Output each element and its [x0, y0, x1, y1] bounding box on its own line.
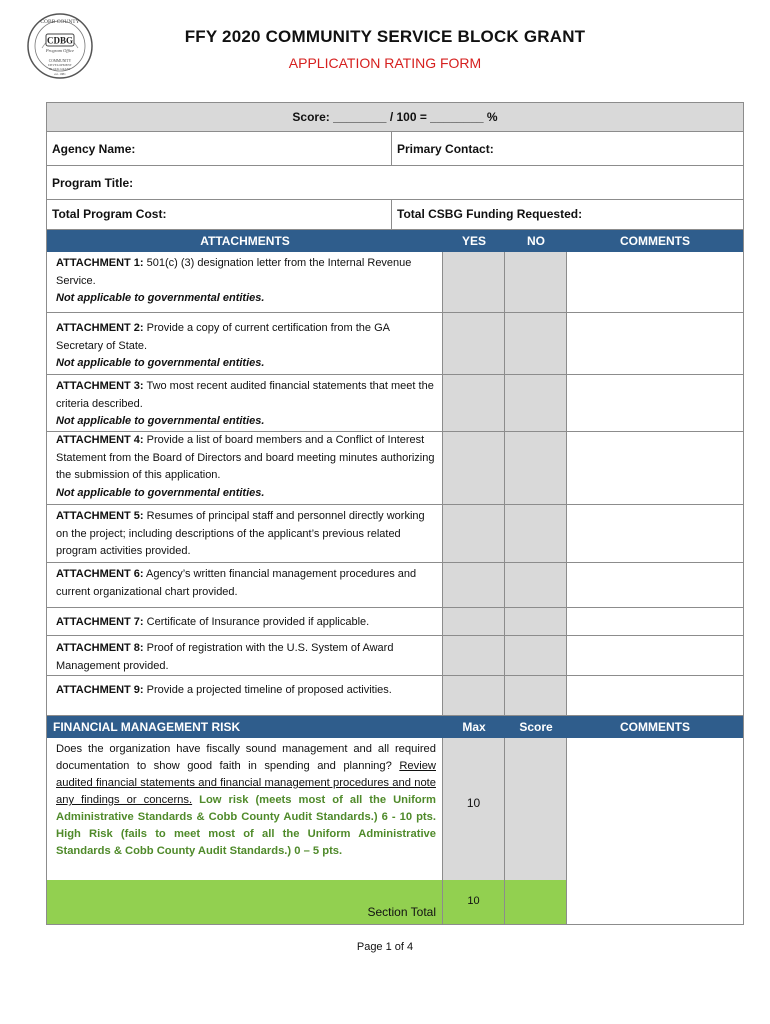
score-col-header: Score: [519, 720, 553, 734]
comments-col-header: COMMENTS: [620, 720, 690, 734]
financial-question: Does the organization have fiscally sound management and all required documentation to show good faith in spending and planning? Review audited financial statements and financial management procedures and note any findings or concerns. Low risk (meets most of all the Uniform Administrative Standards & Cobb County Audit Standards.) 6 - 10 pts. High Risk (fails to meet most of all the Uniform Administrative Standards & Cobb County Audit Standards.) 0 – 5 pts.: [47, 738, 443, 880]
comments-cell[interactable]: [567, 676, 743, 715]
section-total-score-cell[interactable]: [505, 880, 567, 924]
comments-cell[interactable]: [567, 608, 743, 635]
program-title-field[interactable]: Program Title:: [47, 166, 743, 200]
primary-contact-field[interactable]: Primary Contact:: [397, 142, 494, 156]
attachment-row: [47, 375, 743, 432]
page-title: FFY 2020 COMMUNITY SERVICE BLOCK GRANT: [184, 27, 586, 46]
svg-text:COMMUNITY: COMMUNITY: [48, 59, 72, 63]
financial-question-row: [47, 738, 743, 880]
yes-cell[interactable]: [443, 432, 505, 504]
no-cell[interactable]: [505, 432, 567, 504]
comments-cell[interactable]: [567, 880, 741, 924]
page-number: Page 1 of 4: [356, 941, 414, 953]
attachment-description: ATTACHMENT 3: Two most recent audited financial statements that meet the criteria described. Not applicable to governmental entities.: [47, 375, 443, 431]
comments-cell[interactable]: [567, 738, 741, 880]
agency-contact-row: [47, 132, 743, 166]
yes-cell[interactable]: [443, 636, 505, 675]
rating-form: [46, 102, 744, 925]
no-cell[interactable]: [505, 676, 567, 715]
no-cell[interactable]: [505, 505, 567, 562]
comments-cell[interactable]: [567, 252, 743, 312]
no-cell[interactable]: [505, 313, 567, 374]
attachment-row: [47, 676, 743, 716]
no-col-header: NO: [527, 234, 545, 248]
financial-risk-col-header: FINANCIAL MANAGEMENT RISK: [53, 720, 241, 734]
yes-col-header: YES: [461, 234, 486, 248]
comments-cell[interactable]: [567, 375, 743, 431]
yes-cell[interactable]: [443, 505, 505, 562]
no-cell[interactable]: [505, 608, 567, 635]
attachment-row: [47, 636, 743, 676]
attachment-description: ATTACHMENT 8: Proof of registration with the U.S. System of Award Management provided.: [47, 636, 443, 675]
score-cell[interactable]: [505, 738, 567, 880]
agency-name-field[interactable]: Agency Name:: [47, 132, 392, 165]
comments-cell[interactable]: [567, 505, 743, 562]
attachment-row: [47, 252, 743, 313]
attachment-description: ATTACHMENT 2: Provide a copy of current certification from the GA Secretary of State. Not applicable to governmental entities.: [47, 313, 443, 374]
yes-cell[interactable]: [443, 563, 505, 607]
yes-cell[interactable]: [443, 252, 505, 312]
attachment-row: [47, 505, 743, 563]
financial-section: [47, 738, 743, 924]
svg-text:DEVELOPMENT: DEVELOPMENT: [48, 63, 72, 67]
comments-cell[interactable]: [567, 313, 743, 374]
section-total-max: 10: [443, 880, 505, 924]
attachment-row: [47, 608, 743, 636]
no-cell[interactable]: [505, 252, 567, 312]
logo-center-text: CDBG: [46, 35, 74, 46]
attachment-description: ATTACHMENT 1: 501(c) (3) designation letter from the Internal Revenue Service. Not applicable to governmental entities.: [47, 252, 443, 312]
comments-cell[interactable]: [567, 563, 743, 607]
no-cell[interactable]: [505, 563, 567, 607]
svg-text:BLOCK GRANT: BLOCK GRANT: [49, 67, 71, 71]
yes-cell[interactable]: [443, 608, 505, 635]
page-subtitle: APPLICATION RATING FORM: [288, 55, 482, 71]
attachments-col-header: ATTACHMENTS: [200, 234, 290, 248]
section-total-label: Section Total: [47, 880, 443, 924]
logo-ring-top: COBB COUNTY: [40, 19, 80, 25]
attachment-row: [47, 313, 743, 375]
total-csbg-funding-field[interactable]: Total CSBG Funding Requested:: [397, 207, 583, 221]
comments-col-header: COMMENTS: [620, 234, 690, 248]
attachment-description: ATTACHMENT 4: Provide a list of board members and a Conflict of Interest Statement from the Board of Directors and board meeting minutes authorizing the submission of this application. Not applicable to governmental entities.: [47, 432, 443, 504]
attachment-row: [47, 432, 743, 505]
max-points: 10: [443, 738, 505, 880]
attachments-header: [47, 230, 743, 252]
section-total-row: [47, 880, 743, 924]
comments-cell[interactable]: [567, 432, 743, 504]
attachment-description: ATTACHMENT 9: Provide a projected timeline of proposed activities.: [47, 676, 443, 715]
no-cell[interactable]: [505, 636, 567, 675]
financial-header: [47, 716, 743, 738]
total-program-cost-field[interactable]: Total Program Cost:: [47, 200, 392, 229]
score-row[interactable]: Score: ________ / 100 = ________ %: [47, 103, 743, 132]
yes-cell[interactable]: [443, 313, 505, 374]
logo-est: est. 1981: [54, 72, 66, 76]
attachment-description: ATTACHMENT 6: Agency’s written financial management procedures and current organizational chart provided.: [47, 563, 443, 607]
logo-program-office: Program Office: [45, 48, 75, 53]
comments-cell[interactable]: [567, 636, 743, 675]
attachment-description: ATTACHMENT 5: Resumes of principal staff and personnel directly working on the project; including descriptions of the applicant’s previous related program activities provided.: [47, 505, 443, 562]
max-col-header: Max: [462, 720, 486, 734]
yes-cell[interactable]: [443, 375, 505, 431]
cost-row: [47, 200, 743, 230]
yes-cell[interactable]: [443, 676, 505, 715]
attachment-row: [47, 563, 743, 608]
no-cell[interactable]: [505, 375, 567, 431]
attachment-description: ATTACHMENT 7: Certificate of Insurance provided if applicable.: [47, 608, 443, 635]
